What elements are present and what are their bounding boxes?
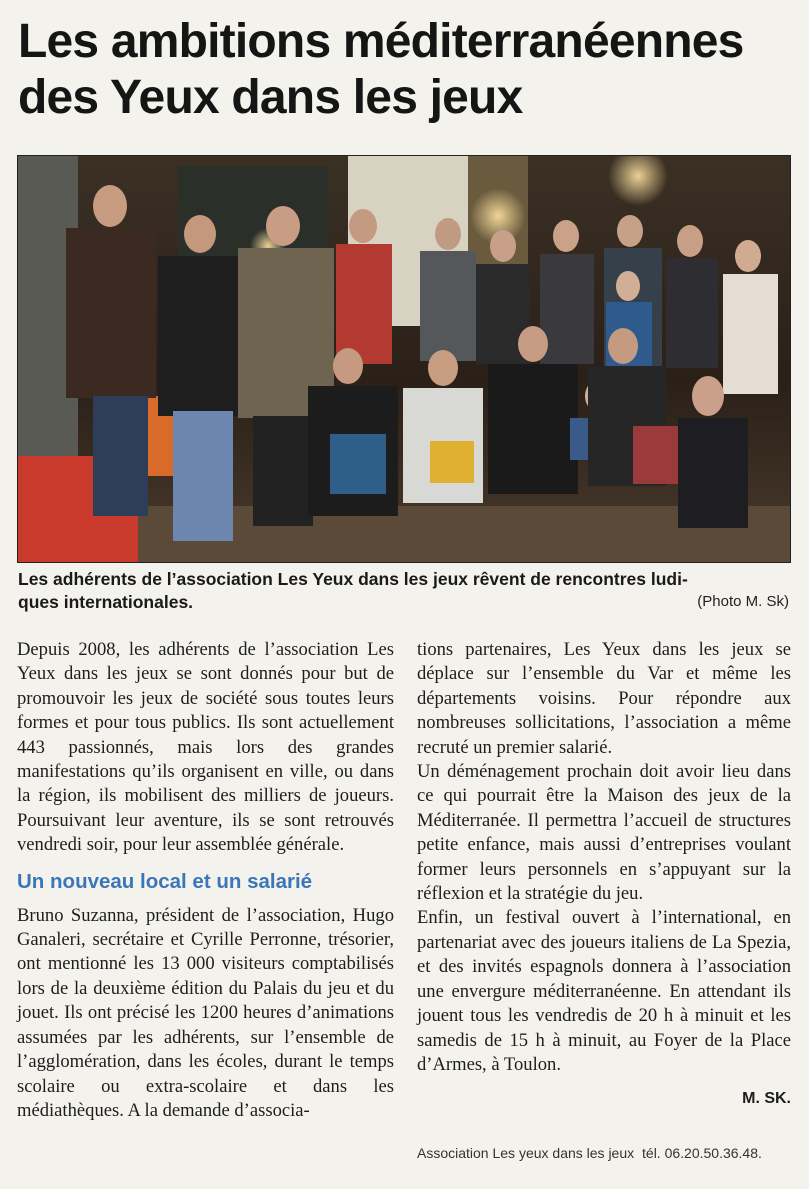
group-photo-image (18, 156, 790, 562)
paragraph: Bruno Suzanna, président de l’association, Hugo Ganaleri, secrétaire et Cyrille Perronne, trésorier, ont mentionné les 13 000 visiteurs comptabilisés lors de la deuxième édition du Palais du jeu et du jouet. Ils ont précisé les 1200 heures d’animations assumées par les adhérents, sur l’ensemble de l’agglomération, dans les écoles, durant le temps scolaire ou extra-scolaire et dans les médiathèques. A la demande d’associa- (17, 904, 394, 1121)
headline (18, 14, 798, 126)
contact-name: Association Les yeux dans les jeux (417, 1145, 635, 1161)
paragraph: Depuis 2008, les adhérents de l’association Les Yeux dans les jeux se sont donnés pour but de promouvoir les jeux de société sous toutes leurs formes et pour tous publics. Ils sont actuellement 443 passionnés, mais lors des grandes manifestations qu’ils organisent en ville, ou dans la région, ils mobilisent des milliers de joueurs. Poursuivant leur aventure, ils se sont retrouvés vendredi soir, pour leur assemblée générale. (17, 639, 394, 856)
photo-caption (18, 568, 790, 614)
caption-line-2: ques internationales. (18, 592, 194, 612)
author-signature: M. SK. (742, 1090, 791, 1108)
article-column-right (417, 638, 791, 1112)
headline-line-1: Les ambitions méditerranéennes (18, 15, 744, 68)
paragraph: Un déménagement prochain doit avoir lieu dans ce qui pourrait être la Maison des jeux de la Méditerranée. Il permettra l’accueil de structures petite enfance, mais aussi d’entreprises voulant former leurs personnels en s’appuyant sur la réflexion et la stratégie du jeu. (417, 761, 791, 905)
contact-phone: tél. 06.20.50.36.48. (642, 1145, 762, 1161)
photo-credit: (Photo M. Sk) (697, 593, 789, 610)
article-column-left (17, 638, 394, 1123)
group-photo (17, 155, 791, 563)
paragraph: tions partenaires, Les Yeux dans les jeux se déplace sur l’ensemble du Var et même les départements voisins. Pour répondre aux nombreuses sollicitations, l’association a même recruté un premier salarié. (417, 639, 791, 758)
contact-info (417, 1145, 791, 1161)
section-subhead: Un nouveau local et un salarié (17, 869, 313, 893)
caption-line-1: Les adhérents de l’association Les Yeux dans les jeux rêvent de rencontres ludi- (18, 569, 688, 589)
headline-line-2: des Yeux dans les jeux (18, 71, 523, 124)
paragraph: Enfin, un festival ouvert à l’international, en partenariat avec des joueurs italiens de La Spezia, et des invités espagnols donnera à l’association une envergure méditerranéenne. En attendant ils jouent tous les vendredis de 20 h à minuit et les samedis de 15 h à minuit, au Foyer de la Place d’Armes, à Toulon. (417, 907, 791, 1075)
